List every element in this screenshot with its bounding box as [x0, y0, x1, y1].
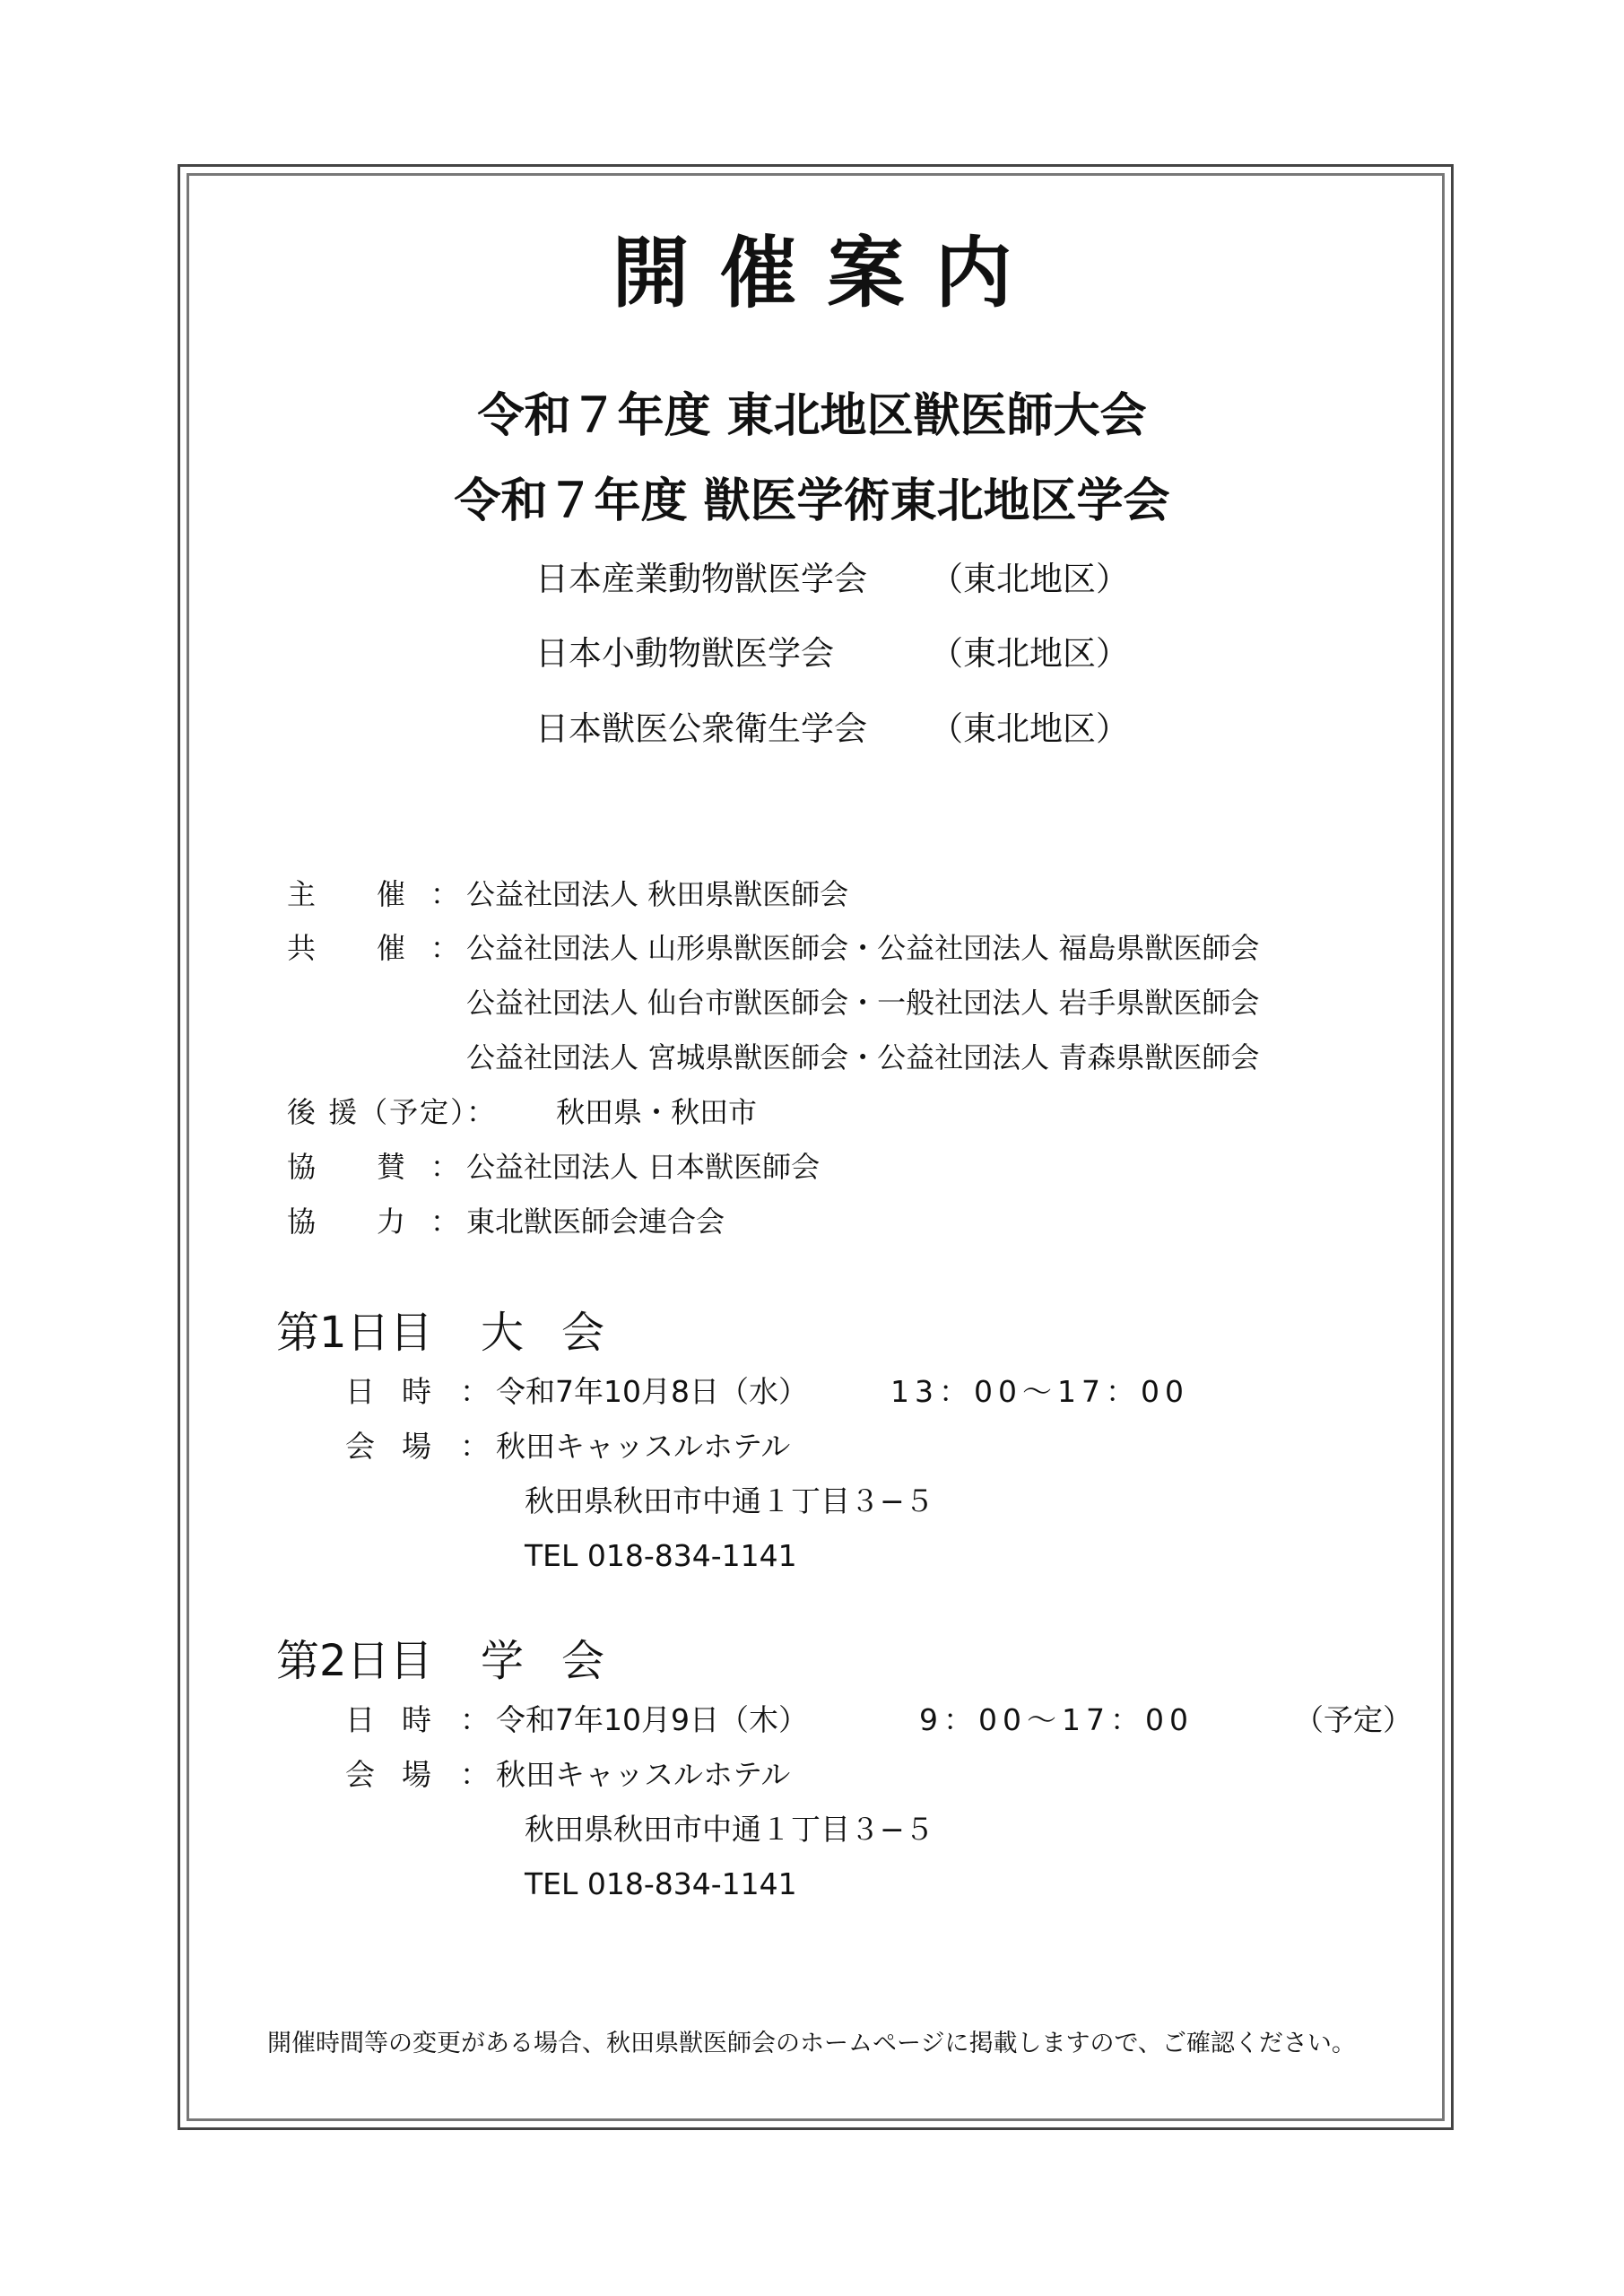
society-name: 日本獣医公衆衛生学会 — [535, 709, 867, 748]
day1-time: 13：00～17：00 — [890, 1374, 1189, 1409]
society-row — [535, 558, 1253, 601]
host-label-1: 主 — [287, 877, 317, 911]
day2-heading — [276, 1634, 904, 1688]
support-row — [287, 1093, 1363, 1131]
day1-type: 大会 — [481, 1308, 643, 1358]
event-title-academic: 令和７年度 獣医学術東北地区学会 — [454, 474, 1170, 528]
cohost-row-cont — [287, 984, 1363, 1022]
day1-venue-row — [345, 1427, 1421, 1466]
day1-datetime-row — [345, 1372, 1421, 1412]
patron-value: 公益社団法人 日本獣医師会 — [466, 1150, 821, 1184]
cohost-row-cont — [287, 1039, 1363, 1076]
venue-colon: ： — [460, 1429, 490, 1464]
host-row — [287, 875, 1363, 913]
cohost-line: 公益社団法人 宮城県獣医師会・公益社団法人 青森県獣医師会 — [466, 1040, 1260, 1074]
day1-venue: 秋田キャッスルホテル — [496, 1429, 791, 1464]
society-row — [535, 632, 1253, 675]
day1-address: 秋田県秋田市中通１丁目３−５ — [525, 1483, 934, 1518]
day2-date: 令和7年10月9日（木） — [496, 1702, 808, 1737]
footer-note: 開催時間等の変更がある場合、秋田県獣医師会のホームページに掲載しますので、ご確認ください。 — [267, 2030, 1356, 2057]
day2-name: 第2日目 — [276, 1636, 433, 1686]
datetime-colon: ： — [460, 1702, 490, 1737]
cohost-label-1: 共 — [287, 931, 317, 965]
day2-time: 9：00～17：00 — [919, 1702, 1194, 1737]
host-label-2: 催 — [377, 877, 406, 911]
patron-colon: ： — [430, 1150, 460, 1184]
cooperation-colon: ： — [430, 1205, 460, 1239]
datetime-colon: ： — [460, 1374, 490, 1409]
day1-heading — [276, 1306, 904, 1360]
society-name: 日本産業動物獣医学会 — [535, 560, 867, 598]
cooperation-value: 東北獣医師会連合会 — [466, 1205, 725, 1239]
cohost-label-2: 催 — [377, 931, 406, 965]
day2-venue: 秋田キャッスルホテル — [496, 1757, 791, 1792]
cohost-line: 公益社団法人 山形県獣医師会・公益社団法人 福島県獣医師会 — [466, 931, 1260, 965]
day2-time-note: （予定） — [1294, 1702, 1412, 1737]
support-value: 秋田県・秋田市 — [556, 1095, 758, 1129]
support-label: 後 援（予定）： — [287, 1095, 498, 1129]
datetime-label: 日時 — [345, 1374, 458, 1409]
host-value: 公益社団法人 秋田県獣医師会 — [466, 877, 849, 911]
day1-name: 第1日目 — [276, 1308, 433, 1358]
patron-label-2: 賛 — [377, 1150, 406, 1184]
cooperation-row — [287, 1203, 1363, 1240]
day1-tel: TEL 018-834-1141 — [525, 1538, 797, 1573]
cooperation-label-1: 協 — [287, 1205, 317, 1239]
day2-tel: TEL 018-834-1141 — [525, 1866, 797, 1901]
day2-datetime-row — [345, 1700, 1421, 1740]
cooperation-label-2: 力 — [377, 1205, 406, 1239]
society-region: （東北地区） — [930, 634, 1129, 673]
society-region: （東北地区） — [930, 560, 1129, 598]
cohost-line: 公益社団法人 仙台市獣医師会・一般社団法人 岩手県獣医師会 — [466, 986, 1260, 1020]
day1-date: 令和7年10月8日（水） — [496, 1374, 808, 1409]
patron-row — [287, 1148, 1363, 1186]
datetime-label: 日時 — [345, 1702, 458, 1737]
venue-label: 会場 — [345, 1757, 458, 1792]
cohost-row — [287, 929, 1363, 967]
society-row — [535, 708, 1253, 751]
day2-venue-row — [345, 1755, 1421, 1795]
patron-label-1: 協 — [287, 1150, 317, 1184]
venue-label: 会場 — [345, 1429, 458, 1464]
event-title-convention: 令和７年度 東北地区獣医師大会 — [477, 389, 1147, 443]
venue-colon: ： — [460, 1757, 490, 1792]
day2-address: 秋田県秋田市中通１丁目３−５ — [525, 1812, 934, 1847]
day2-type: 学会 — [481, 1636, 643, 1686]
cohost-colon: ： — [430, 931, 460, 965]
society-name: 日本小動物獣医学会 — [535, 634, 834, 673]
society-region: （東北地区） — [930, 709, 1129, 748]
page-title: 開催案内 — [612, 229, 1043, 318]
host-colon: ： — [430, 877, 460, 911]
